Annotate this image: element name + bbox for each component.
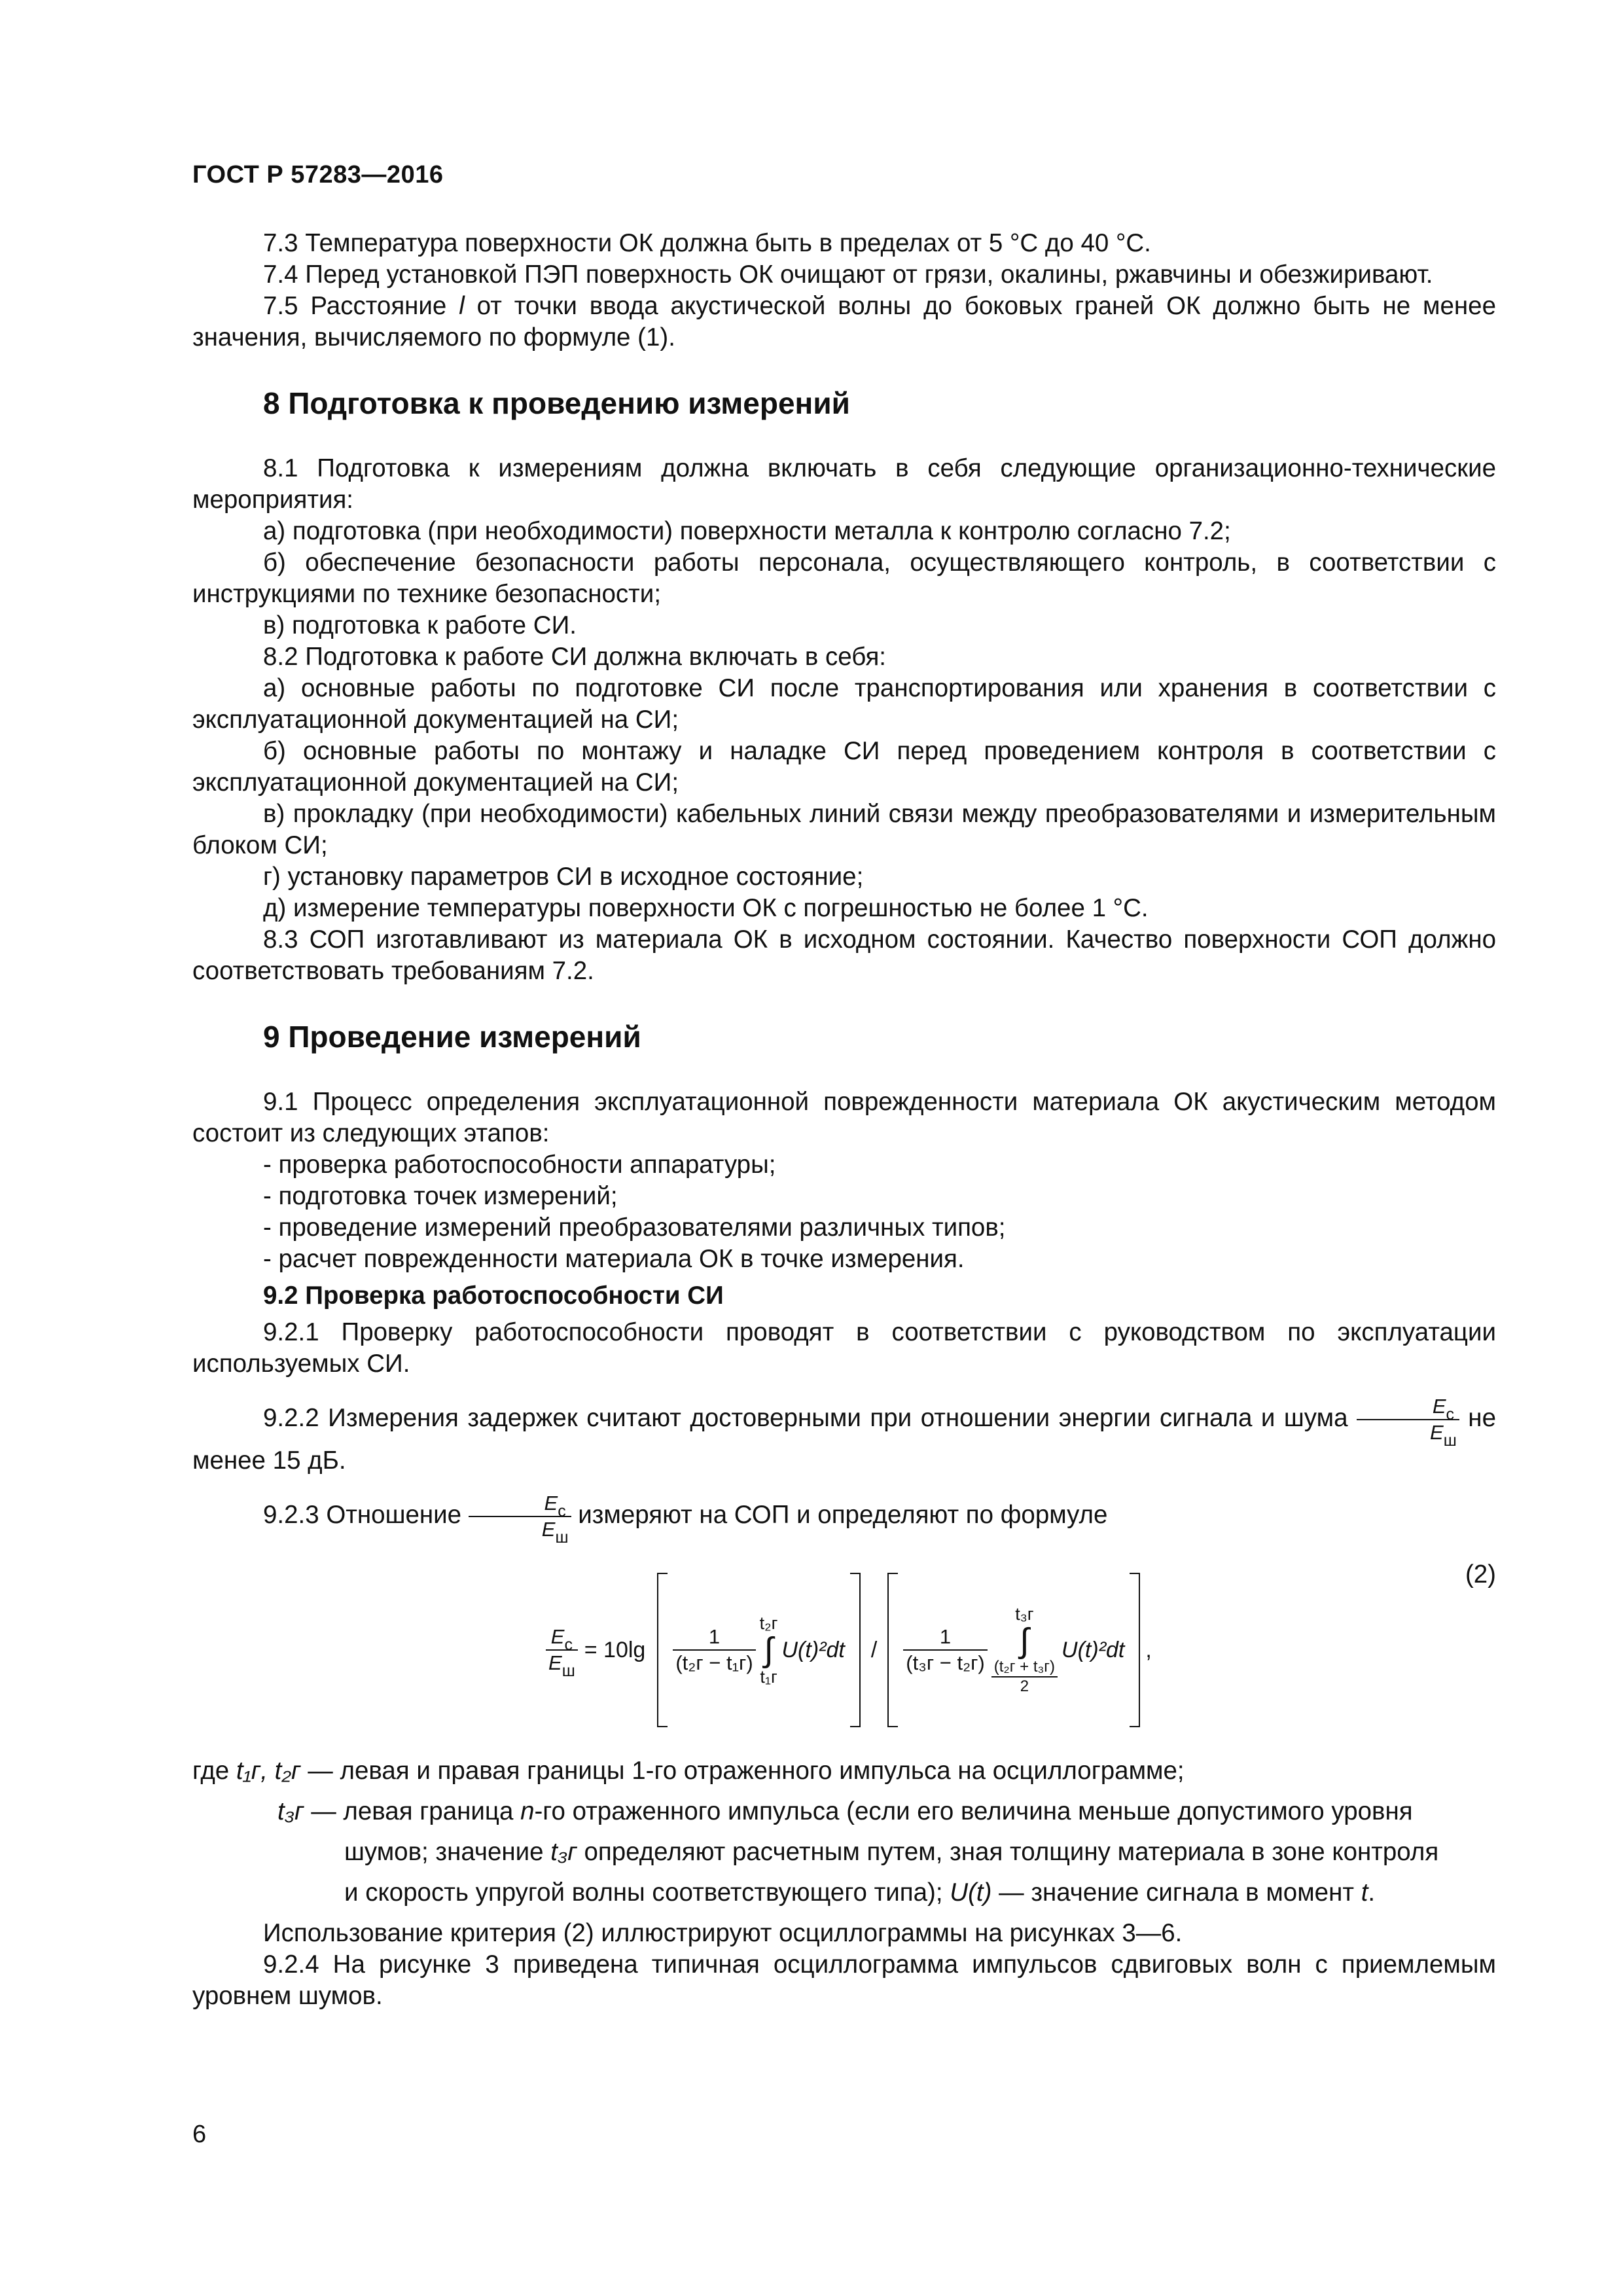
paragraph-7-4: 7.4 Перед установкой ПЭП поверхность ОК очищают от грязи, окалины, ржавчины и обезжиривают. — [263, 260, 1433, 289]
fraction-1-numerator: 1 — [673, 1624, 755, 1651]
list-item-8-1-c: в) подготовка к работе СИ. — [263, 611, 577, 639]
list-item-8-2-b: б) основные работы по монтажу и наладке СИ перед проведением контроля в соответствии с эксплуатационной документацией на СИ; — [192, 737, 1496, 797]
paragraph-9-2-3-part-a: 9.2.3 Отношение — [263, 1501, 469, 1530]
definition-t3-cont-1 — [344, 1837, 1496, 1868]
integral-sign-2: ∫ — [1020, 1622, 1029, 1660]
def2-n: n — [520, 1797, 535, 1825]
integral-sign-1: ∫ — [764, 1631, 774, 1669]
formula-body — [546, 1568, 1152, 1732]
def2-text-d: определяют расчетным путем, зная толщину материала в зоне контроля — [577, 1838, 1439, 1866]
list-item-9-1-a: - проверка работоспособности аппаратуры; — [263, 1151, 776, 1179]
formula-fraction-2 — [903, 1624, 987, 1676]
integral-2-lower-limit — [991, 1658, 1058, 1696]
def2-var-inline: t₃ᴦ — [550, 1838, 577, 1866]
paragraph-9-2-2-part-b: не менее 15 дБ. — [192, 1404, 1496, 1475]
paragraph-9-2-2-part-a: 9.2.2 Измерения задержек считают достоверными при отношении энергии сигнала и шума — [263, 1404, 1357, 1433]
integral-2-lower-den: 2 — [1020, 1677, 1029, 1695]
def2-text-g: . — [1368, 1878, 1376, 1907]
integral-1-upper: t₂ᴦ — [759, 1613, 778, 1633]
lhs-num-var: E — [550, 1625, 565, 1648]
lhs-num-sub: с — [564, 1636, 573, 1654]
list-item-8-2-e: д) измерение температуры поверхности ОК с погрешностью не более 1 °С. — [263, 894, 1149, 922]
lhs-den-var: E — [548, 1651, 562, 1674]
frac-den-var: E — [1430, 1421, 1444, 1444]
frac-den-sub: ш — [1443, 1431, 1457, 1450]
list-item-9-1-b: - подготовка точек измерений; — [263, 1182, 618, 1210]
list-item-8-1-b: б) обеспечение безопасности работы персонала, осуществляющего контроль, в соответствии с инструкциями по технике безопасности; — [192, 548, 1496, 608]
def2-t: t — [1361, 1878, 1368, 1907]
def2-text-a: — левая граница — [304, 1797, 521, 1825]
definition-t3 — [277, 1796, 1496, 1827]
integrand-1: U(t)²dt — [781, 1638, 845, 1662]
frac2-num-sub: с — [558, 1502, 566, 1520]
paragraph-9-2-1: 9.2.1 Проверку работоспособности проводят в соответствии с руководством по эксплуатации используемых СИ. — [192, 1318, 1496, 1378]
ratio-ec-esh-inline — [1357, 1394, 1459, 1450]
paragraph-8-3: 8.3 СОП изготавливают из материала ОК в исходном состоянии. Качество поверхности СОП должно соответствовать требованиям 7.2. — [192, 925, 1496, 985]
list-item-8-1-a: а) подготовка (при необходимости) поверхности металла к контролю согласно 7.2; — [263, 517, 1231, 545]
def2-text-c: шумов; значение — [344, 1838, 551, 1866]
paragraph-8-2: 8.2 Подготовка к работе СИ должна включать в себя: — [263, 643, 886, 671]
paragraph-9-2-3-part-b: измеряют на СОП и определяют по формуле — [571, 1501, 1108, 1530]
def2-text-f: — значение сигнала в момент — [991, 1878, 1361, 1907]
paragraph-7-5-part-b: от точки ввода акустической волны до боковых граней ОК должно быть не менее значения, вычисляемого по формуле (1). — [192, 292, 1496, 351]
formula-slash: / — [870, 1638, 878, 1662]
fraction-1-denominator: (t₂ᴦ − t₁ᴦ) — [675, 1651, 753, 1674]
frac-num-sub: с — [1446, 1405, 1454, 1424]
def2-u: U(t) — [950, 1878, 992, 1907]
integral-1 — [760, 1613, 778, 1687]
formula-lhs-ratio — [546, 1624, 578, 1680]
fraction-2-denominator: (t₃ᴦ − t₂ᴦ) — [906, 1651, 985, 1674]
lhs-den-sub: ш — [562, 1662, 575, 1680]
paragraph-9-1: 9.1 Процесс определения эксплуатационной поврежденности материала ОК акустическим методом состоит из следующих этапов: — [192, 1088, 1496, 1147]
formula-eq-10lg: = 10lg — [584, 1638, 646, 1662]
list-item-8-2-d: г) установку параметров СИ в исходное состояние; — [263, 863, 864, 891]
left-bracket-1 — [657, 1573, 668, 1727]
running-header: ГОСТ Р 57283—2016 — [192, 161, 444, 188]
def2-text-b: -го отраженного импульса (если его величина меньше допустимого уровня — [534, 1797, 1413, 1825]
def1-vars: t₁ᴦ, t₂ᴦ — [236, 1757, 301, 1785]
paragraph-9-2-4: 9.2.4 На рисунке 3 приведена типичная осциллограмма импульсов сдвиговых волн с приемлемым уровнем шумов. — [192, 1950, 1496, 2010]
frac2-num-var: E — [544, 1492, 558, 1515]
section-9-title: 9 Проведение измерений — [263, 1020, 641, 1054]
fraction-2-numerator: 1 — [903, 1624, 987, 1651]
right-bracket-1 — [850, 1573, 861, 1727]
ratio-ec-esh-inline-2 — [469, 1491, 571, 1547]
page-number: 6 — [192, 2121, 207, 2148]
frac-num-var: E — [1432, 1395, 1446, 1418]
paragraph-7-5 — [192, 291, 1496, 353]
paragraph-9-2-2 — [192, 1394, 1496, 1477]
list-item-8-2-c: в) прокладку (при необходимости) кабельных линий связи между преобразователями и измерительным блоком СИ; — [192, 800, 1496, 859]
paragraph-7-3: 7.3 Температура поверхности ОК должна быть в пределах от 5 °С до 40 °С. — [263, 229, 1151, 257]
section-8-title: 8 Подготовка к проведению измерений — [263, 386, 850, 420]
formula-2 — [192, 1559, 1496, 1742]
paragraph-7-5-part-a: 7.5 Расстояние — [263, 292, 459, 320]
def2-var: t₃ᴦ — [277, 1797, 304, 1825]
right-bracket-2 — [1130, 1573, 1140, 1727]
left-bracket-2 — [887, 1573, 898, 1727]
def1-text: — левая и правая границы 1-го отраженного импульса на осциллограмме; — [300, 1757, 1185, 1785]
integral-2-upper: t₃ᴦ — [1015, 1604, 1034, 1624]
subsection-9-2-title: 9.2 Проверка работоспособности СИ — [263, 1282, 724, 1310]
frac2-den-sub: ш — [555, 1528, 569, 1547]
paragraph-criterion: Использование критерия (2) иллюстрируют осциллограммы на рисунках 3—6. — [263, 1919, 1183, 1947]
def1-where: где — [192, 1757, 236, 1785]
integrand-2: U(t)²dt — [1061, 1638, 1125, 1662]
integral-2 — [991, 1604, 1058, 1696]
formula-number: (2) — [1465, 1560, 1496, 1588]
list-item-9-1-d: - расчет поврежденности материала ОК в точке измерения. — [263, 1245, 965, 1273]
page-body — [192, 228, 1496, 2012]
definition-t1-t2 — [192, 1755, 1496, 1787]
formula-definitions — [192, 1755, 1496, 1909]
variable-l: l — [459, 292, 465, 320]
formula-fraction-1 — [673, 1624, 755, 1676]
integral-2-lower-num: (t₂ᴦ + t₃ᴦ) — [991, 1658, 1058, 1677]
integral-1-lower: t₁ᴦ — [760, 1667, 777, 1687]
definition-t3-cont-2 — [344, 1877, 1496, 1909]
def2-text-e: и скорость упругой волны соответствующего типа); — [344, 1878, 950, 1907]
paragraph-8-1: 8.1 Подготовка к измерениям должна включать в себя следующие организационно-технические мероприятия: — [192, 454, 1496, 514]
paragraph-9-2-3 — [192, 1491, 1496, 1547]
list-item-8-2-a: а) основные работы по подготовке СИ после транспортирования или хранения в соответствии с эксплуатационной документацией на СИ; — [192, 674, 1496, 734]
list-item-9-1-c: - проведение измерений преобразователями различных типов; — [263, 1213, 1006, 1242]
formula-comma: , — [1145, 1638, 1152, 1662]
frac2-den-var: E — [541, 1518, 556, 1541]
